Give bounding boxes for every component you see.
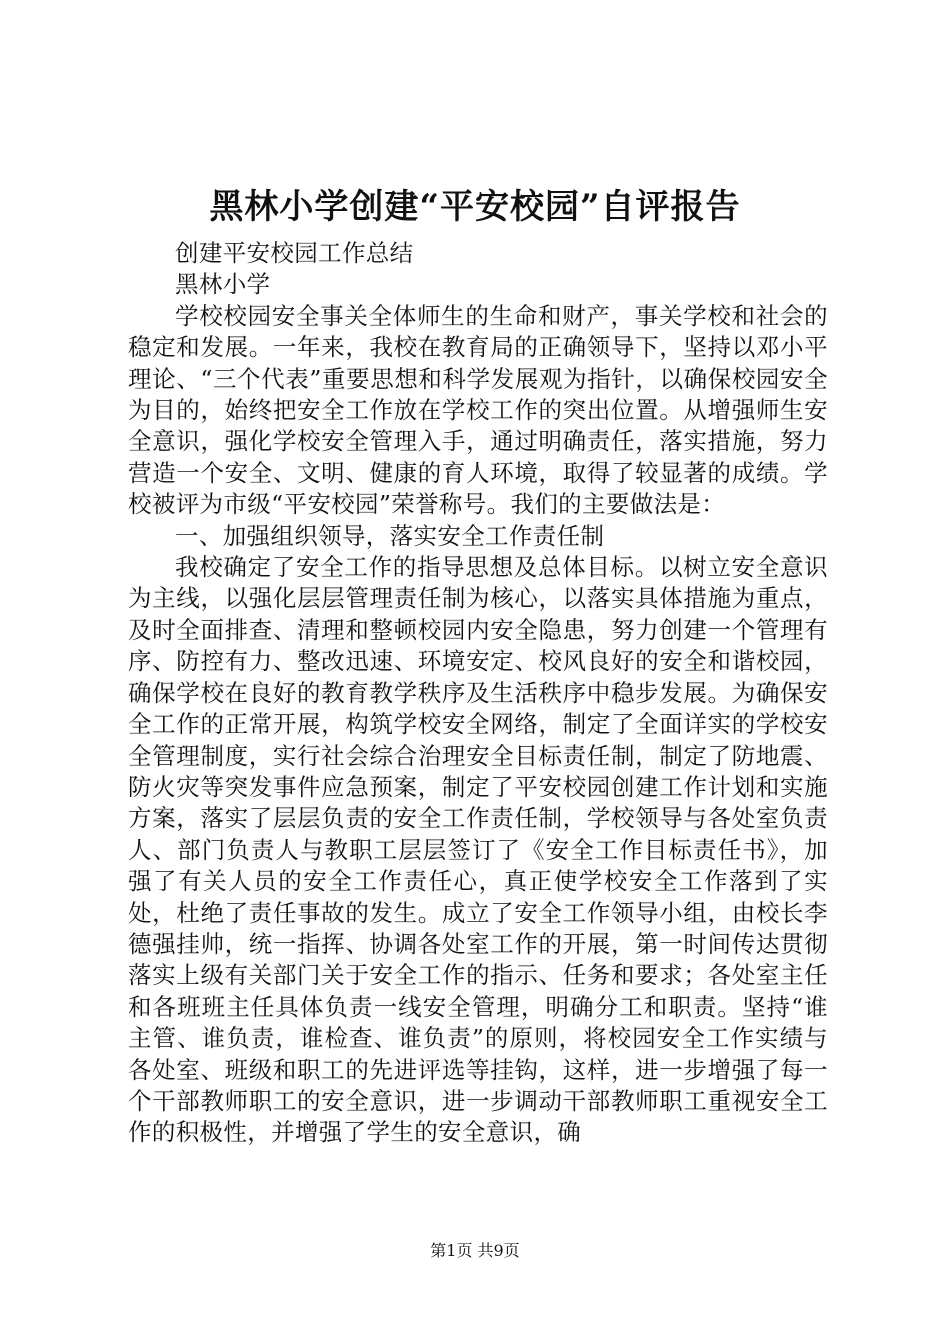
document-title: 黑林小学创建“平安校园”自评报告 (209, 187, 741, 227)
paragraph-school-name: 黑林小学 (175, 270, 271, 299)
paragraph-subtitle: 创建平安校园工作总结 (175, 239, 414, 267)
section-heading-1: 一、加强组织领导，落实安全工作责任制 (175, 521, 605, 550)
paragraph-intro: 学校校园安全事关全体师生的生命和财产，事关学校和社会的稳定和发展。一年来，我校在教育局的正确领导下，坚持以邓小平理论、“三个代表”重要思想和科学发展观为指针，以确保校园安全为目的，始终把安全工作放在学校工作的突出位置。从增强师生安全意识，强化学校安全管理入手，通过明确责任，落实措施，努力营造一个安全、文明、健康的育人环境，取得了较显著的成绩。学校被评为市级“平安校园”荣誉称号。我们的主要做法是： (128, 301, 828, 519)
page-number-footer: 第1页 共9页 (430, 1241, 520, 1260)
paragraph-section-1: 我校确定了安全工作的指导思想及总体目标。以树立安全意识为主线，以强化层层管理责任制为核心，以落实具体措施为重点，及时全面排查、清理和整顿校园内安全隐患，努力创建一个管理有序、防控有力、整改迅速、环境安定、校风良好的安全和谐校园，确保学校在良好的教育教学秩序及生活秩序中稳步发展。为确保安全工作的正常开展，构筑学校安全网络，制定了全面详实的学校安全管理制度，实行社会综合治理安全目标责任制，制定了防地震、防火灾等突发事件应急预案，制定了平安校园创建工作计划和实施方案，落实了层层负责的安全工作责任制，学校领导与各处室负责人、部门负责人与教职工层层签订了《安全工作目标责任书》，加强了有关人员的安全工作责任心，真正使学校安全工作落到了实处，杜绝了责任事故的发生。成立了安全工作领导小组，由校长李德强挂帅，统一指挥、协调各处室工作的开展，第一时间传达贯彻落实上级有关部门关于安全工作的指示、任务和要求；各处室主任和各班班主任具体负责一线安全管理，明确分工和职责。坚持“谁主管、谁负责，谁检查、谁负责”的原则，将校园安全工作实绩与各处室、班级和职工的先进评选等挂钩，这样，进一步增强了每一个干部教师职工的安全意识，进一步调动干部教师职工重视安全工作的积极性，并增强了学生的安全意识，确 (128, 553, 828, 1147)
document-body (128, 238, 828, 1149)
